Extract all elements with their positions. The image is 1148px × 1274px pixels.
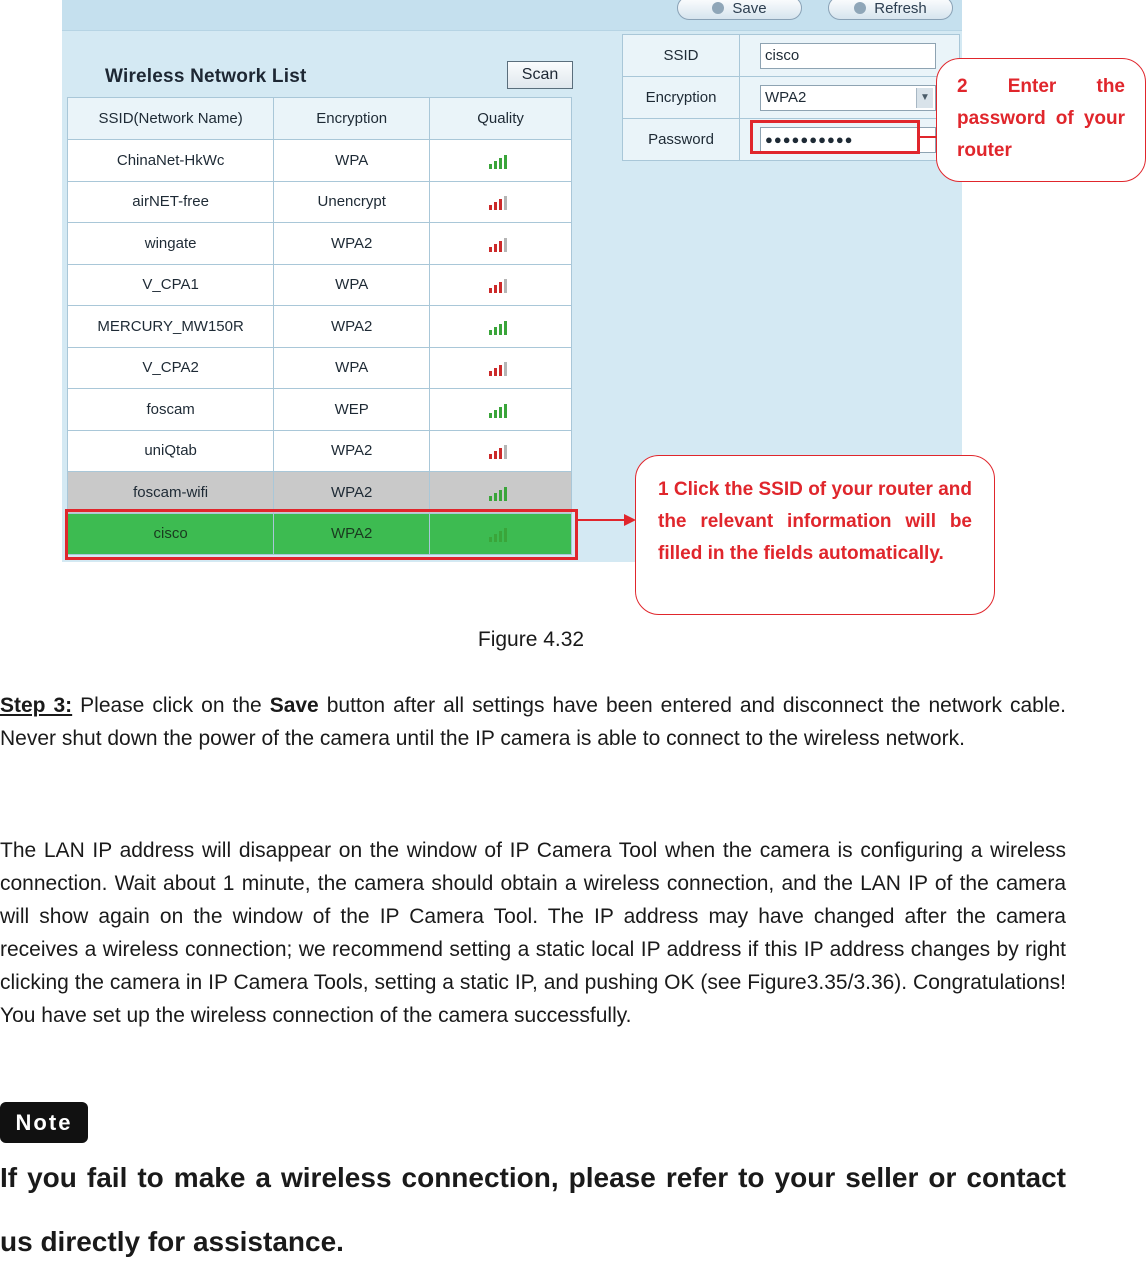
ssid-cell[interactable]: foscam [68,389,274,431]
signal-strength-icon [489,319,513,335]
signal-bar [494,285,497,293]
ssid-cell[interactable]: wingate [68,223,274,265]
top-toolbar [62,0,962,31]
signal-bar [504,321,507,335]
wireless-list-title: Wireless Network List [105,66,307,87]
table-row[interactable] [68,264,572,306]
signal-strength-icon [489,194,513,210]
signal-bar [504,404,507,418]
encryption-cell: WPA [274,347,430,389]
encryption-cell: WPA2 [274,513,430,555]
figure-caption: Figure 4.32 [477,628,585,651]
refresh-icon [854,2,866,14]
password-label: Password [623,119,740,161]
signal-bar [504,487,507,501]
encryption-cell: WEP [274,389,430,431]
quality-cell [430,472,572,514]
password-input[interactable]: ●●●●●●●●●● [760,127,936,153]
quality-cell [430,264,572,306]
signal-bar [494,410,497,418]
ssid-cell[interactable]: cisco [68,513,274,555]
signal-bar [504,155,507,169]
encryption-value: WPA2 [765,89,807,106]
encryption-label: Encryption [623,77,740,119]
password-callout: 2 Enter the password of your router [936,58,1146,182]
signal-bar [504,196,507,210]
chevron-down-icon: ▼ [916,88,933,108]
table-row[interactable] [68,306,572,348]
signal-strength-icon [489,443,513,459]
signal-bar [489,330,492,335]
signal-strength-icon [489,360,513,376]
signal-bar [494,161,497,169]
encryption-cell: WPA2 [274,472,430,514]
column-header-quality: Quality [430,98,572,140]
note-text: If you fail to make a wireless connection, please refer to your seller or contact us directly for assistance. [0,1162,1066,1257]
signal-bar [499,324,502,335]
save-label: Save [732,0,767,17]
note-badge: Note [0,1102,88,1143]
quality-cell [430,140,572,182]
signal-bar [504,238,507,252]
signal-strength-icon [489,485,513,501]
signal-bar [504,445,507,459]
column-header-ssid: SSID(Network Name) [68,98,274,140]
signal-bar [499,448,502,459]
quality-cell [430,181,572,223]
signal-bar [494,493,497,501]
ssid-cell[interactable]: airNET-free [68,181,274,223]
refresh-label: Refresh [874,0,927,17]
ssid-cell[interactable]: V_CPA2 [68,347,274,389]
ssid-cell[interactable]: uniQtab [68,430,274,472]
signal-bar [494,368,497,376]
encryption-select[interactable] [760,85,936,111]
signal-bar [489,247,492,252]
signal-bar [499,407,502,418]
table-row[interactable] [68,223,572,265]
wireless-network-table [67,97,572,555]
signal-bar [489,454,492,459]
signal-bar [499,158,502,169]
save-button[interactable] [677,0,802,20]
signal-bar [499,199,502,210]
encryption-cell: Unencrypt [274,181,430,223]
table-row[interactable] [68,140,572,182]
cisco-row-highlight [65,509,578,560]
arrow-icon [578,510,638,530]
signal-bar [494,451,497,459]
signal-strength-icon [489,402,513,418]
signal-bar [499,241,502,252]
signal-bar [499,282,502,293]
lan-ip-paragraph: The LAN IP address will disappear on the window of IP Camera Tool when the camera is configuring a wireless connection. Wait about 1 minute, the camera should obtain a wireless connection, and the LAN IP of the camera will show again on the window of the IP Camera Tool. The IP address may have changed after the camera receives a wireless connection; we recommend setting a static local IP address if this IP address changes by right clicking the camera in IP Camera Tools, setting a static IP, and pushing OK (see Figure3.35/3.36). Congratulations! You have set up the wireless connection of the camera successfully. [0,839,1066,1027]
quality-cell [430,347,572,389]
ssid-label: SSID [623,35,740,77]
signal-strength-icon [489,277,513,293]
signal-bar [494,327,497,335]
step3-text-before: Please click on the [72,694,270,717]
signal-bar [504,279,507,293]
column-header-encryption: Encryption [274,98,430,140]
ssid-cell[interactable]: MERCURY_MW150R [68,306,274,348]
signal-bar [504,362,507,376]
signal-bar [499,490,502,501]
step3-text-after: button after all settings have been entered and disconnect the network cable. Never shut down the power of the camera until the IP camera is able to connect to the wireless network. [0,694,1067,750]
password-highlight [750,120,920,154]
quality-cell [430,223,572,265]
ssid-callout: 1 Click the SSID of your router and the relevant information will be filled in the fields automatically. [635,455,995,615]
signal-bar [494,244,497,252]
signal-bar [489,288,492,293]
step3-label: Step 3: [0,694,73,717]
signal-bar [489,496,492,501]
scan-button[interactable]: Scan [507,61,573,89]
encryption-cell: WPA2 [274,223,430,265]
table-row[interactable] [68,389,572,431]
quality-cell [430,389,572,431]
signal-strength-icon [489,153,513,169]
ssid-cell[interactable]: ChinaNet-HkWc [68,140,274,182]
encryption-cell: WPA2 [274,306,430,348]
save-word: Save [269,694,319,717]
refresh-button[interactable] [828,0,953,20]
signal-strength-icon [489,236,513,252]
table-row[interactable] [68,430,572,472]
signal-bar [494,202,497,210]
signal-bar [499,365,502,376]
encryption-cell: WPA [274,140,430,182]
table-row[interactable] [68,181,572,223]
quality-cell [430,306,572,348]
signal-bar [489,371,492,376]
encryption-cell: WPA2 [274,430,430,472]
signal-bar [489,205,492,210]
ssid-cell[interactable]: foscam-wifi [68,472,274,514]
signal-bar [489,413,492,418]
quality-cell [430,430,572,472]
ssid-input[interactable]: cisco [760,43,936,69]
save-icon [712,2,724,14]
encryption-cell: WPA [274,264,430,306]
table-row[interactable] [68,347,572,389]
step3-paragraph [0,689,1066,755]
ssid-cell[interactable]: V_CPA1 [68,264,274,306]
signal-bar [489,164,492,169]
table-row[interactable] [68,472,572,514]
